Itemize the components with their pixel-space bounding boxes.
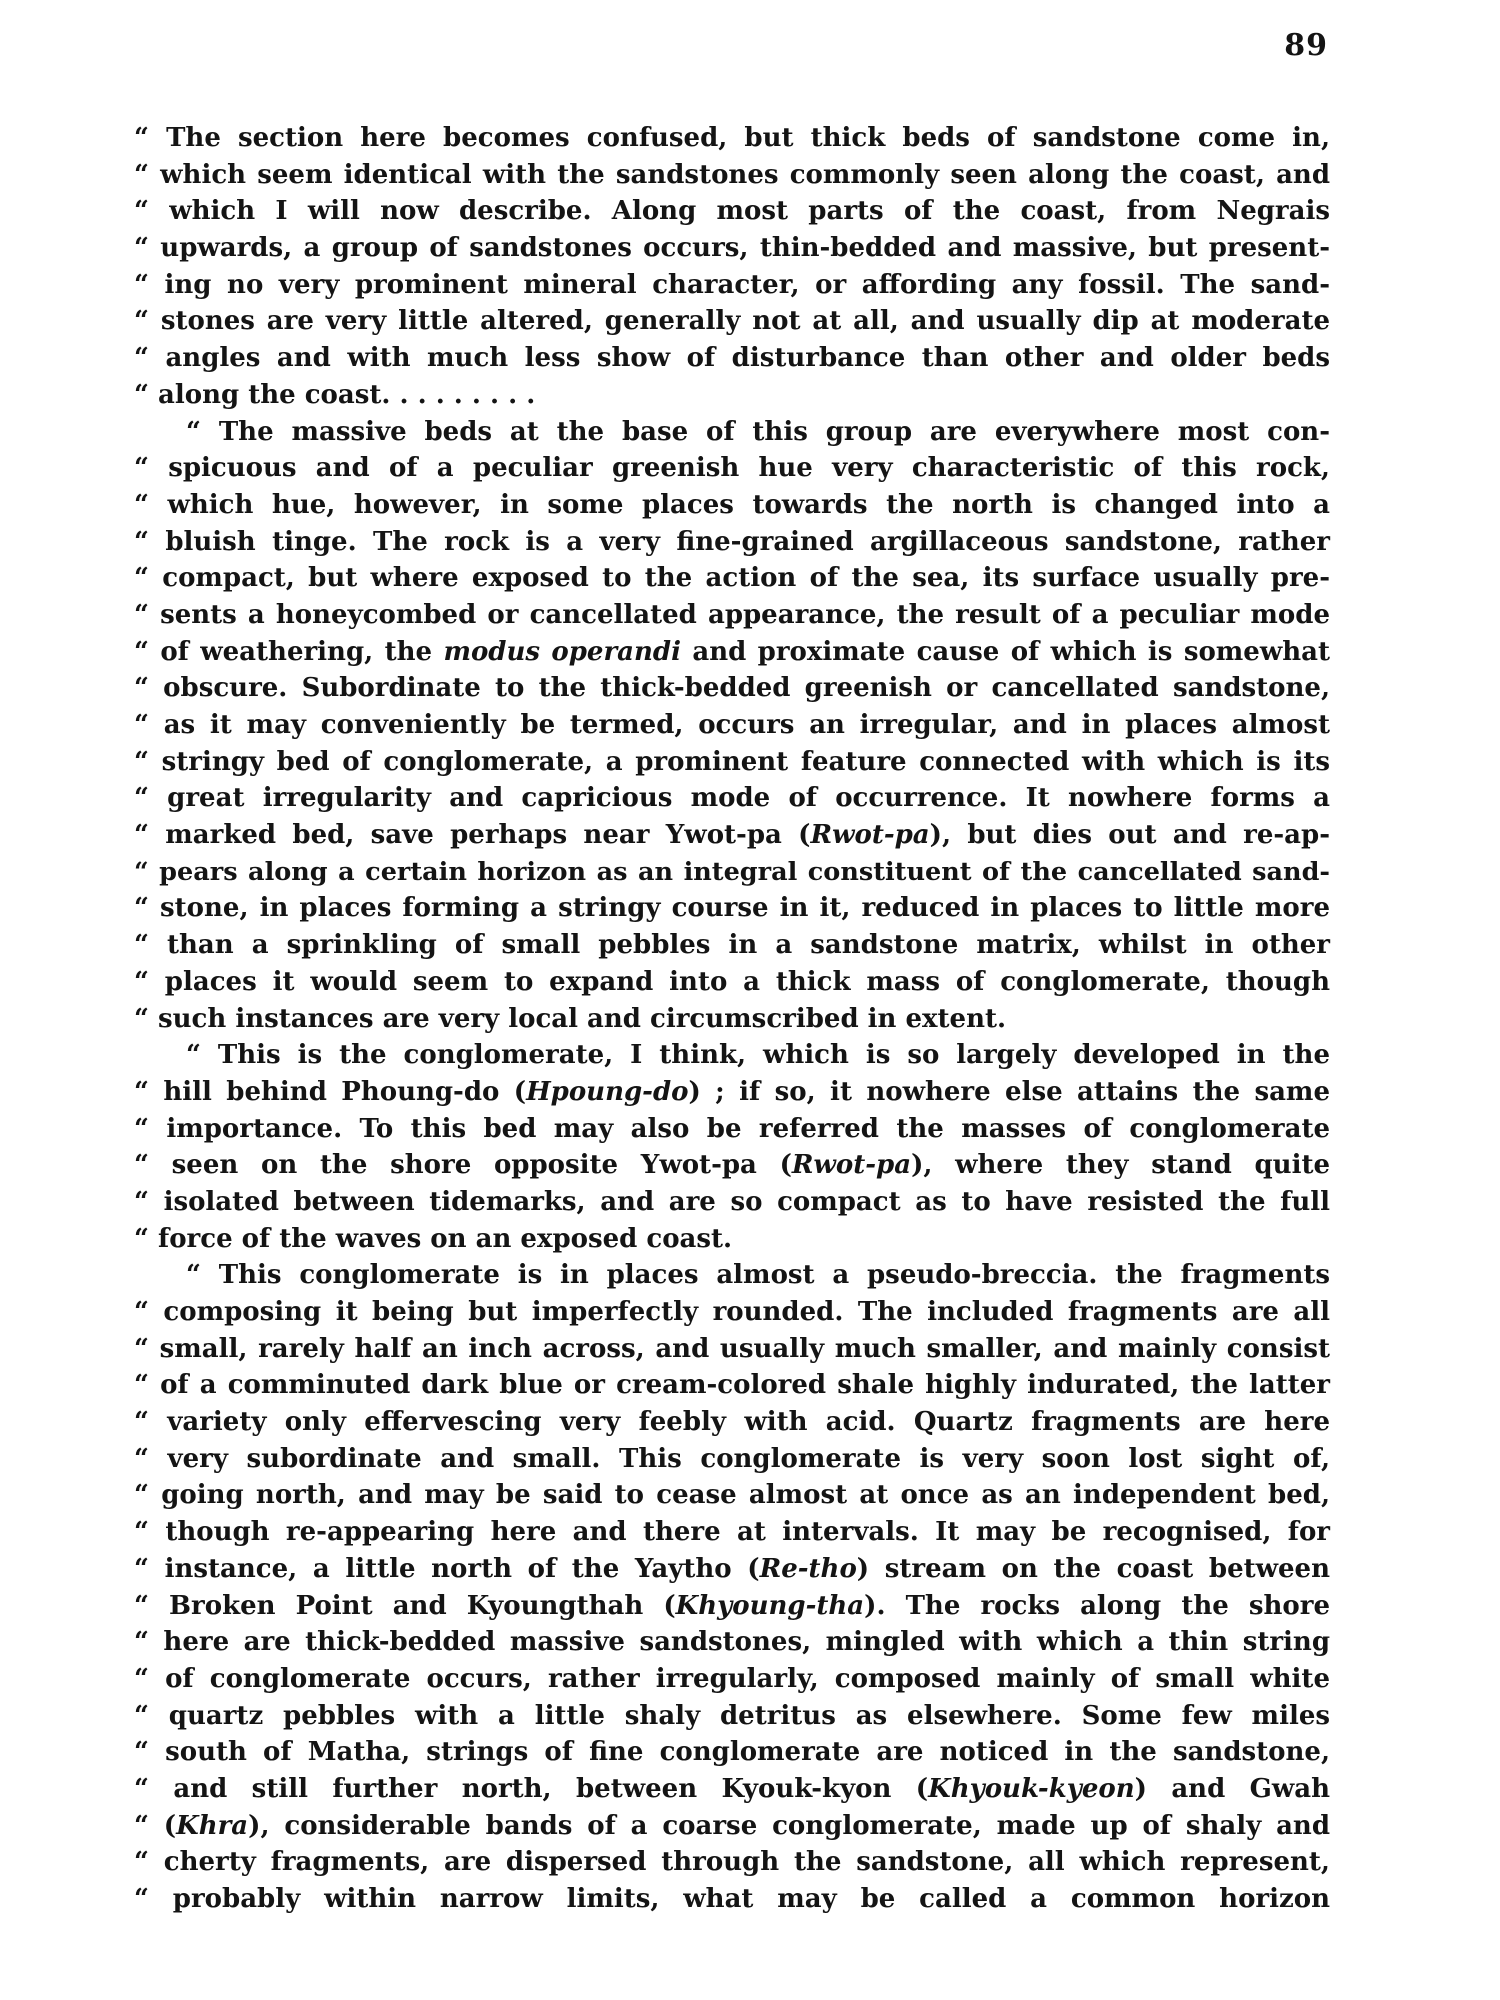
text-line: “ isolated between tidemarks, and are so compact as to have resisted the full — [134, 1186, 1330, 1217]
text-line: “ though re-appearing here and there at intervals. It may be recognised, for — [134, 1517, 1330, 1548]
text-line: “ The section here becomes confused, but thick beds of sandstone come in, — [134, 123, 1330, 153]
text-line: “ stringy bed of conglomerate, a prominent feature connected with which is its — [134, 746, 1330, 777]
text-line: “ (Khra), considerable bands of a coarse conglomerate, made up of shaly and — [134, 1810, 1330, 1841]
text-line: “ force of the waves on an exposed coast. — [134, 1223, 733, 1254]
text-line: “ spicuous and of a peculiar greenish hue very characteristic of this rock, — [134, 453, 1330, 484]
page-number: 89 — [1284, 28, 1328, 63]
text-line: “ of conglomerate occurs, rather irregularly, composed mainly of small white — [134, 1663, 1330, 1694]
text-line: “ places it would seem to expand into a thick mass of conglomerate, though — [134, 966, 1330, 997]
text-line: “ and still further north, between Kyouk-kyon (Khyouk-kyeon) and Gwah — [134, 1773, 1330, 1804]
text-line: “ compact, but where exposed to the action of the sea, its surface usually pre- — [134, 563, 1330, 594]
text-line: “ variety only effervescing very feebly with acid. Quartz fragments are here — [134, 1407, 1330, 1438]
text-line: “ of a comminuted dark blue or cream-colored shale highly indurated, the latter — [134, 1370, 1330, 1401]
text-line: “ This is the conglomerate, I think, which is so largely developed in the — [186, 1040, 1330, 1071]
text-line: “ instance, a little north of the Yaytho (Re-tho) stream on the coast between — [134, 1553, 1330, 1584]
text-line: “ cherty fragments, are dispersed through the sandstone, all which represent, — [134, 1847, 1330, 1878]
text-line: “ great irregularity and capricious mode of occurrence. It nowhere forms a — [134, 783, 1330, 814]
text-line: “ bluish tinge. The rock is a very fine-grained argillaceous sandstone, rather — [134, 526, 1330, 557]
text-line: “ upwards, a group of sandstones occurs, thin-bedded and massive, but present- — [134, 233, 1330, 264]
body-text — [134, 120, 1330, 1918]
text-line: “ sents a honeycombed or cancellated appearance, the result of a peculiar mode — [134, 599, 1330, 630]
text-line: “ ing no very prominent mineral character, or affording any fossil. The sand- — [134, 269, 1330, 300]
text-line: “ which seem identical with the sandstones commonly seen along the coast, and — [134, 159, 1330, 190]
text-line: “ pears along a certain horizon as an integral constituent of the cancellated sand- — [134, 856, 1330, 887]
text-line: “ importance. To this bed may also be referred the masses of conglomerate — [134, 1113, 1330, 1144]
text-line: “ of weathering, the modus operandi and proximate cause of which is somewhat — [134, 636, 1330, 667]
text-line: “ as it may conveniently be termed, occurs an irregular, and in places almost — [134, 710, 1330, 740]
text-line: “ stone, in places forming a stringy course in it, reduced in places to little more — [134, 893, 1330, 924]
text-line: “ The massive beds at the base of this group are everywhere most con- — [186, 416, 1330, 447]
text-line: “ very subordinate and small. This conglomerate is very soon lost sight of, — [134, 1443, 1330, 1474]
text-line: “ composing it being but imperfectly rounded. The included fragments are all — [134, 1297, 1330, 1327]
text-line: “ which hue, however, in some places towards the north is changed into a — [134, 489, 1330, 520]
text-line: “ south of Matha, strings of fine conglomerate are noticed in the sandstone, — [134, 1737, 1330, 1768]
text-line: “ along the coast. . . . . . . . . — [134, 379, 536, 410]
text-line: “ This conglomerate is in places almost a pseudo-breccia. the fragments — [186, 1260, 1330, 1291]
text-line: “ Broken Point and Kyoungthah (Khyoung-tha). The rocks along the shore — [134, 1590, 1330, 1621]
text-line: “ marked bed, save perhaps near Ywot-pa (Rwot-pa), but dies out and re-ap- — [134, 820, 1330, 851]
text-line: “ angles and with much less show of disturbance than other and older beds — [134, 343, 1330, 374]
text-line: “ here are thick-bedded massive sandstones, mingled with which a thin string — [134, 1627, 1330, 1658]
text-line: “ probably within narrow limits, what may be called a common horizon — [134, 1884, 1330, 1914]
text-line: “ such instances are very local and circumscribed in extent. — [134, 1003, 1007, 1034]
text-line: “ stones are very little altered, generally not at all, and usually dip at moderate — [134, 306, 1330, 337]
text-line: “ hill behind Phoung-do (Hpoung-do) ; if so, it nowhere else attains the same — [134, 1076, 1330, 1107]
text-line: “ small, rarely half an inch across, and usually much smaller, and mainly consist — [134, 1333, 1330, 1364]
text-line: “ obscure. Subordinate to the thick-bedded greenish or cancellated sandstone, — [134, 673, 1330, 704]
text-line: “ going north, and may be said to cease almost at once as an independent bed, — [134, 1480, 1330, 1511]
text-line: “ which I will now describe. Along most parts of the coast, from Negrais — [134, 196, 1330, 227]
text-line: “ quartz pebbles with a little shaly detritus as elsewhere. Some few miles — [134, 1700, 1330, 1731]
text-line: “ seen on the shore opposite Ywot-pa (Rwot-pa), where they stand quite — [134, 1150, 1330, 1181]
text-line: “ than a sprinkling of small pebbles in a sandstone matrix, whilst in other — [134, 930, 1330, 961]
